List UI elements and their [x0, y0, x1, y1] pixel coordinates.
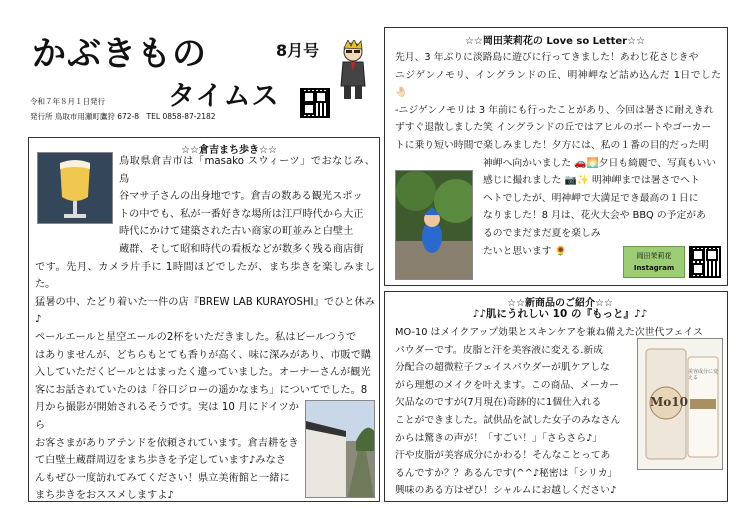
- letter-line: -ニジゲンノモリは 3 年前にも行ったことがあり、今回は暑さに耐えきれ: [395, 104, 714, 116]
- issue-date: 令和７年８月１日発行: [30, 97, 105, 106]
- product-line: 興味のある方はぜひ！シャルムにお越しください♪: [395, 485, 617, 497]
- machi-line: 時代にかけて建築された古い商家の町並みと白壁土: [119, 226, 354, 238]
- package-note: 美容成分に変える: [688, 369, 719, 381]
- letter-line: ずすぐ退散しました笑 イングランドの丘ではアヒルのボートやゴーカー: [395, 122, 712, 134]
- mascot-illustration: [338, 40, 368, 100]
- machi-line: 猛暑の中、たどり着いた一件の店『BREW LAB KURAYOSHI』でひと休み♪: [35, 296, 375, 326]
- product-line: 欠品なのですが(7月現在)奇跡的に1個仕入れる: [395, 397, 602, 409]
- letter-line: トに乗り短い時間で楽しみました！夕方には、私の１番の目的だった明: [395, 139, 709, 151]
- machi-line: て白壁土蔵群周辺をまち歩きを予定しています♪みなさ: [35, 455, 286, 467]
- letter-line: たいと思います 🌻: [483, 245, 567, 257]
- masthead-qr-code[interactable]: [300, 88, 330, 118]
- machi-line: ペールエールと星空エールの2杯をいただきました。私はビールつうで: [35, 331, 357, 343]
- article-machi-box: [28, 137, 380, 502]
- product-line: るんですか？？あるんです(^^♪秘密は「シリカ」: [395, 467, 618, 479]
- machi-line: です。先月、カメラ片手に 1時間ほどでしたが、まち歩きを楽しみました。: [35, 261, 375, 291]
- masthead-title-sub: タイムス: [168, 81, 280, 112]
- instagram-qr-code[interactable]: [689, 246, 721, 278]
- machi-line: 入していただくビールとはまったく違っていました。オーナーさんが観光: [35, 367, 371, 379]
- machi-line: お客さまがありアテンドを依頼されています。倉吉耕をき: [35, 437, 299, 449]
- masthead-title-main: かぶきもの: [32, 34, 207, 74]
- machi-line: 客にお話されていたのは「谷口ジローの遥かなまち」についてでした。8: [35, 384, 368, 396]
- product-line: からは驚きの声が！「すごい！」「さらさら♪」: [395, 432, 603, 444]
- product-line: パウダーです。皮脂と汗を美容液に変える.新成: [395, 344, 603, 356]
- machi-line: 鳥取県倉吉市は「masako スウィーツ」でおなじみ、鳥: [119, 156, 375, 185]
- product-line: 汗や皮脂が美容成分にかわる！そんなことってあ: [395, 450, 611, 462]
- letter-line: ヘトでしたが、明神岬で大満足でき最高の１日に: [483, 192, 699, 204]
- letter-line: なりました！8 月は、花火大会や BBQ の予定があ: [483, 210, 706, 222]
- letter-line: 感じに撮れました 📷✨ 明神岬までは暑さでヘト: [483, 175, 700, 187]
- product-package-image: [637, 338, 723, 470]
- machi-line: はありませんが、どちらもとても香りが高く、味に深みがあり、市販で購: [35, 349, 371, 361]
- instagram-name: 岡田茉莉花: [636, 252, 672, 260]
- product-line: 分配合の超微粒子フェイスパウダーが肌ケアしな: [395, 362, 610, 374]
- article-letter-box: [384, 27, 728, 286]
- product-line: MO-10 はメイクアップ効果とスキンケアを兼ね備えた次世代フェイス: [395, 327, 703, 338]
- letter-line: るのでまだまだ夏を楽しみ: [483, 227, 601, 239]
- article-letter-heading: ☆☆岡田茉莉花の Love so Letter☆☆: [464, 36, 646, 47]
- machi-line: 蔵群、そして昭和時代の看板などが数多く残る商店街: [119, 243, 364, 255]
- product-line: がら理想のメイクを叶えます。この商品、メーカー: [395, 379, 619, 391]
- machi-line: 谷マサ子さんの出身地です。倉吉の数ある観光スポッ: [119, 191, 363, 203]
- machi-line: 月から撮影が開始されるそうです。実は 10 月にドイツから: [35, 402, 299, 431]
- article-product-subheading: ♪♪肌にうれしい 10 の『もっと』♪♪: [472, 308, 648, 320]
- publisher-info: 発行所 鳥取市用瀬町鷹狩 672-8 TEL 0858-87-2182: [30, 112, 216, 121]
- machi-line: んもぜひ一度訪れてみてください！県立美術館と一緒に: [35, 472, 290, 484]
- article-product-box: [384, 291, 728, 502]
- awaji-photo: [395, 170, 473, 280]
- letter-line: 先月、3 年ぶりに淡路島に遊びに行ってきました！あわじ花さじきや: [395, 52, 699, 63]
- package-brand: Mo10: [650, 395, 688, 409]
- issue-label: 8月号: [276, 41, 320, 60]
- article-machi-heading: ☆☆倉吉まち歩き☆☆: [181, 145, 277, 156]
- product-line: ことができました。試供品を試した女子のみなさん: [395, 414, 621, 426]
- street-photo: [305, 400, 375, 498]
- instagram-card[interactable]: [623, 246, 685, 278]
- letter-line: 神岬へ向かいました 🚗🌅夕日も綺麗で、写真もいい: [483, 157, 717, 169]
- article-product-heading: ☆☆新商品のご紹介☆☆: [507, 298, 613, 309]
- instagram-label: Instagram: [633, 264, 675, 272]
- machi-line: まち歩きをおススメしますよ♪: [35, 490, 174, 502]
- machi-line: トの中でも、私が一番好きな場所は江戸時代から大正: [119, 208, 364, 220]
- letter-line: ニジゲンノモリ、イングランドの丘、明神岬など詰め込んだ 1日でした 🤚🏻: [395, 69, 721, 99]
